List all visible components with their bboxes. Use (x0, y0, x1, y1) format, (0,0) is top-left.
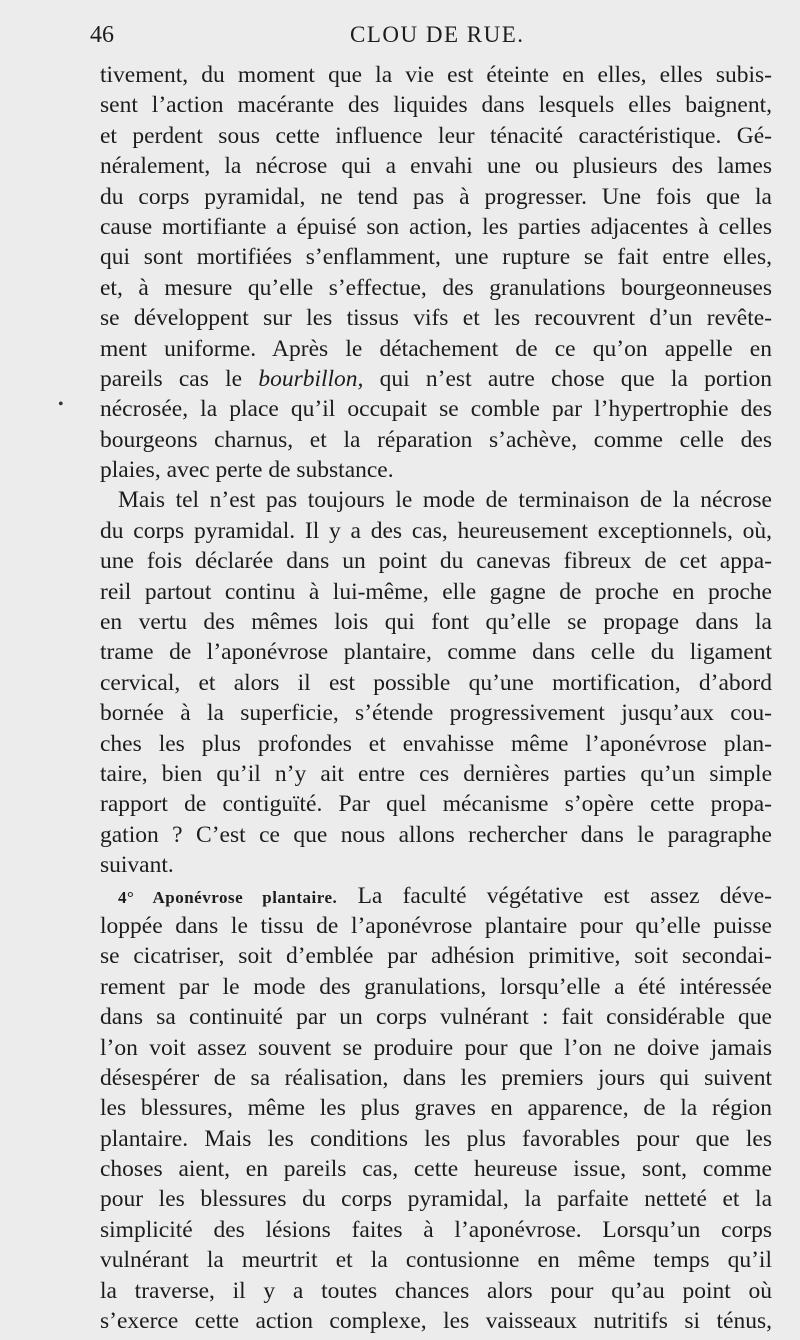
text-line: plaies, avec perte de substance. (100, 457, 394, 484)
text-line: la traverse, il y a toutes chances alors pour qu’au point où (100, 1277, 772, 1304)
text-line: cervical, et alors il est possible qu’une mortification, d’abord (100, 669, 772, 696)
text-line: ches les plus profondes et envahisse même l’aponévrose plan- (100, 730, 772, 757)
text-line (100, 881, 772, 911)
text-line: l’on voit assez souvent se produire pour que l’on ne doive jamais (100, 1034, 772, 1061)
text-line: du corps pyramidal, ne tend pas à progresser. Une fois que la (100, 183, 772, 210)
running-title: CLOU DE RUE. (350, 22, 525, 47)
text-line: loppée dans le tissu de l’aponévrose plantaire pour qu’elle puisse (100, 912, 772, 939)
text-line: dans sa continuité par un corps vulnérant : fait considérable que (100, 1004, 772, 1031)
text-segment: qui n’est autre chose que la portion (363, 365, 772, 392)
text-line: désespérer de sa réalisation, dans les premiers jours qui suivent (100, 1064, 772, 1091)
text-line: plantaire. Mais les conditions les plus favorables pour que les (100, 1125, 772, 1152)
text-line: les blessures, même les plus graves en apparence, de la région (100, 1095, 772, 1122)
text-line: bourgeons charnus, et la réparation s’achève, comme celle des (100, 426, 772, 453)
text-line: bornée à la superficie, s’étende progressivement jusqu’aux cou- (100, 700, 772, 727)
section-heading: 4° Aponévrose plantaire. (118, 887, 338, 907)
text-line: rement par le mode des granulations, lorsqu’elle a été intéressée (100, 973, 772, 1000)
text-line: ment uniforme. Après le détachement de ce qu’on appelle en (100, 335, 772, 362)
body-text (100, 60, 772, 1336)
text-line: sent l’action macérante des liquides dans lesquels elles baignent, (100, 92, 772, 119)
text-segment: La faculté végétative est assez déve- (337, 882, 772, 909)
page-header (0, 22, 800, 52)
text-line: Mais tel n’est pas toujours le mode de terminaison de la nécrose (118, 487, 772, 514)
text-line: qui sont mortifiées s’enflamment, une rupture se fait entre elles, (100, 244, 772, 271)
text-line: choses aient, en pareils cas, cette heureuse issue, sont, comme (100, 1156, 772, 1183)
text-line: tivement, du moment que la vie est éteinte en elles, elles subis- (100, 62, 772, 88)
text-line: s’exerce cette action complexe, les vaisseaux nutritifs si ténus, (100, 1308, 772, 1335)
text-line: rapport de contiguïté. Par quel mécanisme s’opère cette propa- (100, 791, 772, 818)
text-line: se développent sur les tissus vifs et les recouvrent d’un revête- (100, 305, 772, 332)
text-line: en vertu des mêmes lois qui font qu’elle se propage dans la (100, 609, 772, 636)
margin-mark: • (58, 396, 64, 413)
text-line: se cicatriser, soit d’emblée par adhésion primitive, soit secondai- (100, 943, 772, 970)
text-line: taire, bien qu’il n’y ait entre ces dernières parties qu’un simple (100, 760, 772, 787)
text-line: simplicité des lésions faites à l’aponévrose. Lorsqu’un corps (100, 1216, 772, 1243)
text-line: et perdent sous cette influence leur ténacité caractéristique. Gé- (100, 122, 772, 149)
text-line: vulnérant la meurtrit et la contusionne en même temps qu’il (100, 1247, 772, 1274)
text-line (100, 364, 772, 394)
text-segment: pareils cas le (100, 365, 259, 392)
text-line: trame de l’aponévrose plantaire, comme dans celle du ligament (100, 639, 772, 666)
text-line: nécrosée, la place qu’il occupait se comble par l’hypertrophie des (100, 396, 772, 423)
page-number: 46 (90, 22, 114, 48)
text-line: pour les blessures du corps pyramidal, la parfaite netteté et la (100, 1186, 772, 1213)
text-line: une fois déclarée dans un point du canevas fibreux de cet appa- (100, 548, 772, 575)
text-line: cause mortifiante a épuisé son action, les parties adjacentes à celles (100, 213, 772, 240)
text-line: et, à mesure qu’elle s’effectue, des granulations bourgeonneuses (100, 274, 772, 301)
text-line: du corps pyramidal. Il y a des cas, heureusement exceptionnels, où, (100, 517, 772, 544)
text-line: reil partout continu à lui-même, elle gagne de proche en proche (100, 578, 772, 605)
text-line: suivant. (100, 852, 174, 879)
text-line: gation ? C’est ce que nous allons rechercher dans le paragraphe (100, 821, 772, 848)
italic-term: bourbillon, (258, 365, 364, 392)
text-line: néralement, la nécrose qui a envahi une ou plusieurs des lames (100, 153, 772, 180)
